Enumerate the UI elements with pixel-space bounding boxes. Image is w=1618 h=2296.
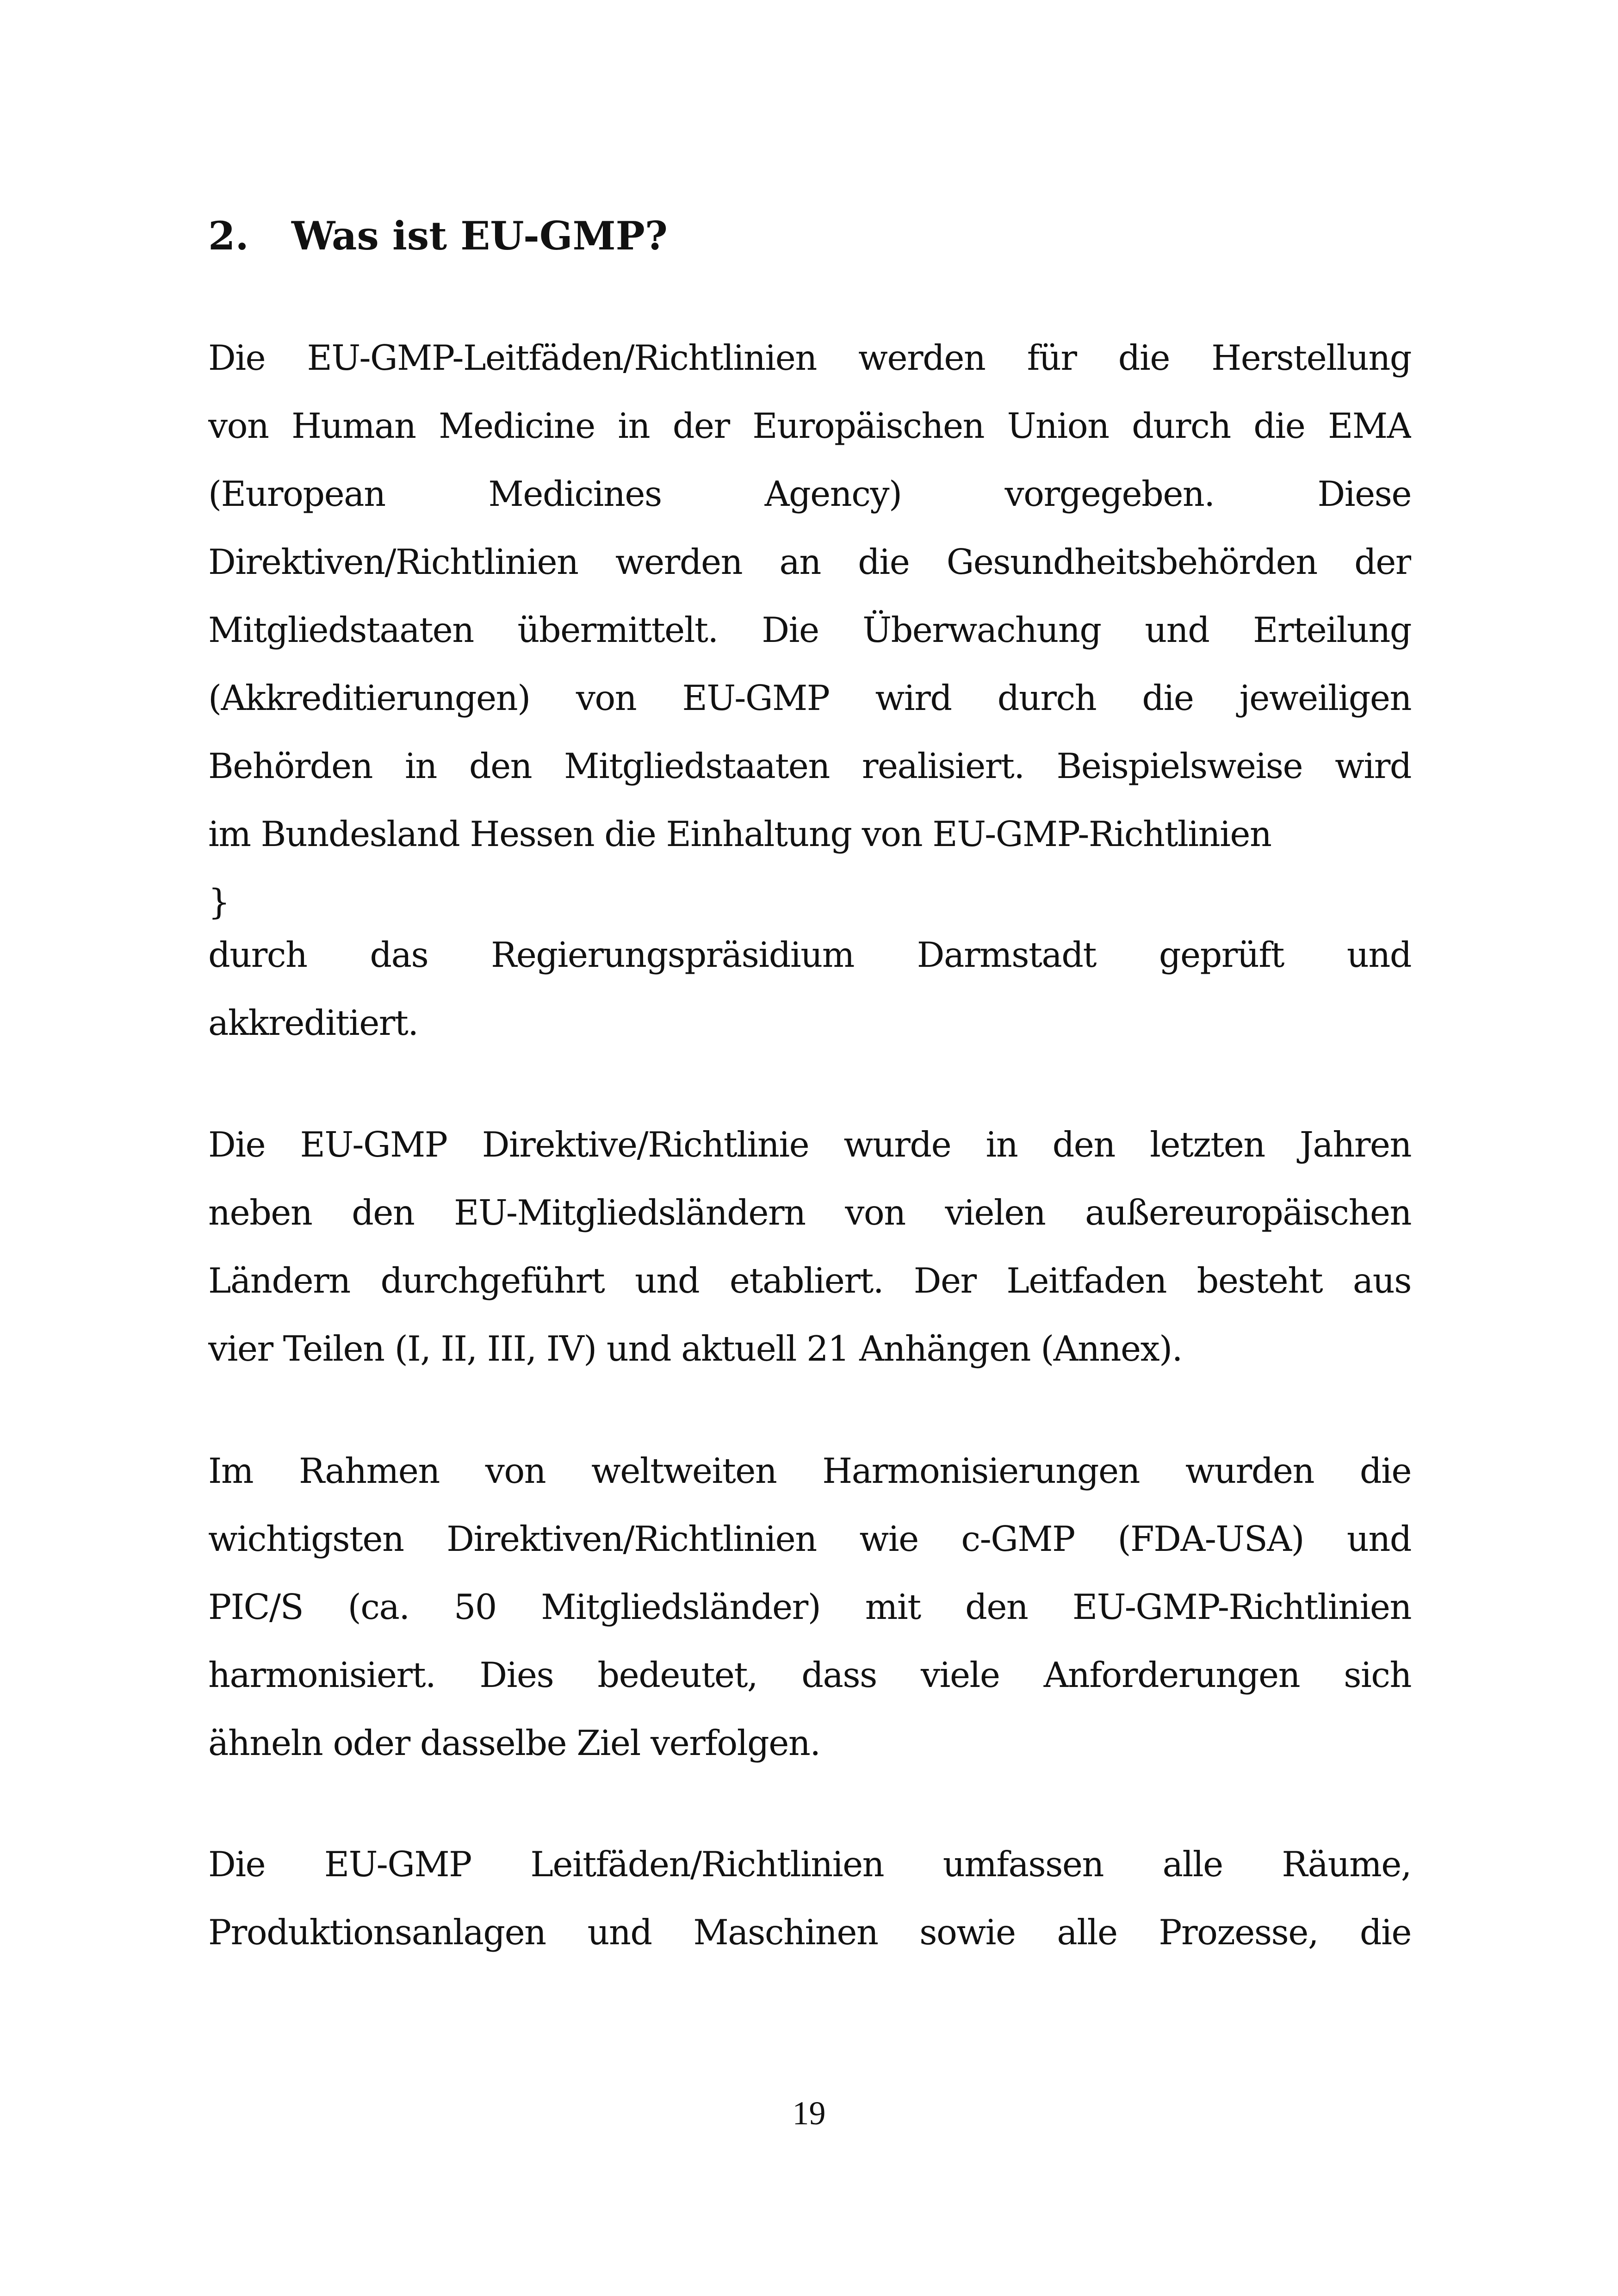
paragraph-line: vier Teilen (I, II, III, IV) und aktuell 21 Anhängen (Annex).	[208, 1329, 1182, 1369]
page-number: 19	[792, 2095, 826, 2132]
paragraph-line: Ländern durchgeführt und etabliert. Der Leitfaden besteht aus	[208, 1261, 1411, 1301]
paragraph-2	[208, 921, 1411, 1057]
paragraph-4	[208, 1437, 1411, 1777]
paragraph-line: (European Medicines Agency) vorgegeben. Diese	[208, 474, 1411, 514]
paragraph-5	[208, 1830, 1411, 1966]
paragraph-line: Die EU-GMP Leitfäden/Richtlinien umfassen alle Räume,	[208, 1844, 1411, 1885]
paragraph-line: im Bundesland Hessen die Einhaltung von EU-GMP-Richtlinien	[208, 814, 1271, 854]
paragraph-line: Mitgliedstaaten übermittelt. Die Überwachung und Erteilung	[208, 610, 1411, 650]
paragraph-line: harmonisiert. Dies bedeutet, dass viele Anforderungen sich	[208, 1655, 1411, 1695]
paragraph-line: durch das Regierungspräsidium Darmstadt geprüft und	[208, 935, 1411, 975]
paragraph-line: (Akkreditierungen) von EU-GMP wird durch die jeweiligen	[208, 678, 1411, 718]
paragraph-line: PIC/S (ca. 50 Mitgliedsländer) mit den EU-GMP-Richtlinien	[208, 1587, 1411, 1627]
paragraph-line: Direktiven/Richtlinien werden an die Gesundheitsbehörden der	[208, 542, 1411, 582]
paragraph-line: Die EU-GMP Direktive/Richtlinie wurde in den letzten Jahren	[208, 1125, 1411, 1165]
paragraph-line: ähneln oder dasselbe Ziel verfolgen.	[208, 1723, 820, 1763]
section-heading	[208, 213, 668, 259]
paragraph-line: Im Rahmen von weltweiten Harmonisierungen wurden die	[208, 1451, 1411, 1491]
section-title: Was ist EU-GMP?	[291, 213, 668, 259]
paragraph-1: Die EU-GMP-Leitfäden/Richtlinien werden für die Herstellung von Human Medicine in der Europäischen Union durch die EMA (European Medicines Agency) vorgegeben. Diese Direktiven/Richtlinien werden an die Gesundheitsbehörden der Mitgliedstaaten übermittelt. Die Überwachung und Erteilung (Akkreditierungen) von EU-GMP wird durch die jeweiligen Behörden in den Mitgliedstaaten realisiert. Beispielsweise wird im Bundesland Hessen die Einhaltung von EU-GMP-Richtlinien }	[208, 324, 1411, 936]
paragraph-line: Produktionsanlagen und Maschinen sowie alle Prozesse, die	[208, 1912, 1411, 1953]
paragraph-line: wichtigsten Direktiven/Richtlinien wie c-GMP (FDA-USA) und	[208, 1519, 1411, 1559]
section-number: 2.	[208, 213, 249, 259]
paragraph-line: von Human Medicine in der Europäischen Union durch die EMA	[208, 406, 1411, 446]
paragraph-3	[208, 1111, 1411, 1383]
paragraph-line: Behörden in den Mitgliedstaaten realisiert. Beispielsweise wird	[208, 746, 1411, 786]
paragraph-line: akkreditiert.	[208, 1003, 418, 1043]
paragraph-line: neben den EU-Mitgliedsländern von vielen außereuropäischen	[208, 1193, 1411, 1233]
paragraph-line: Die EU-GMP-Leitfäden/Richtlinien werden für die Herstellung	[208, 338, 1411, 378]
